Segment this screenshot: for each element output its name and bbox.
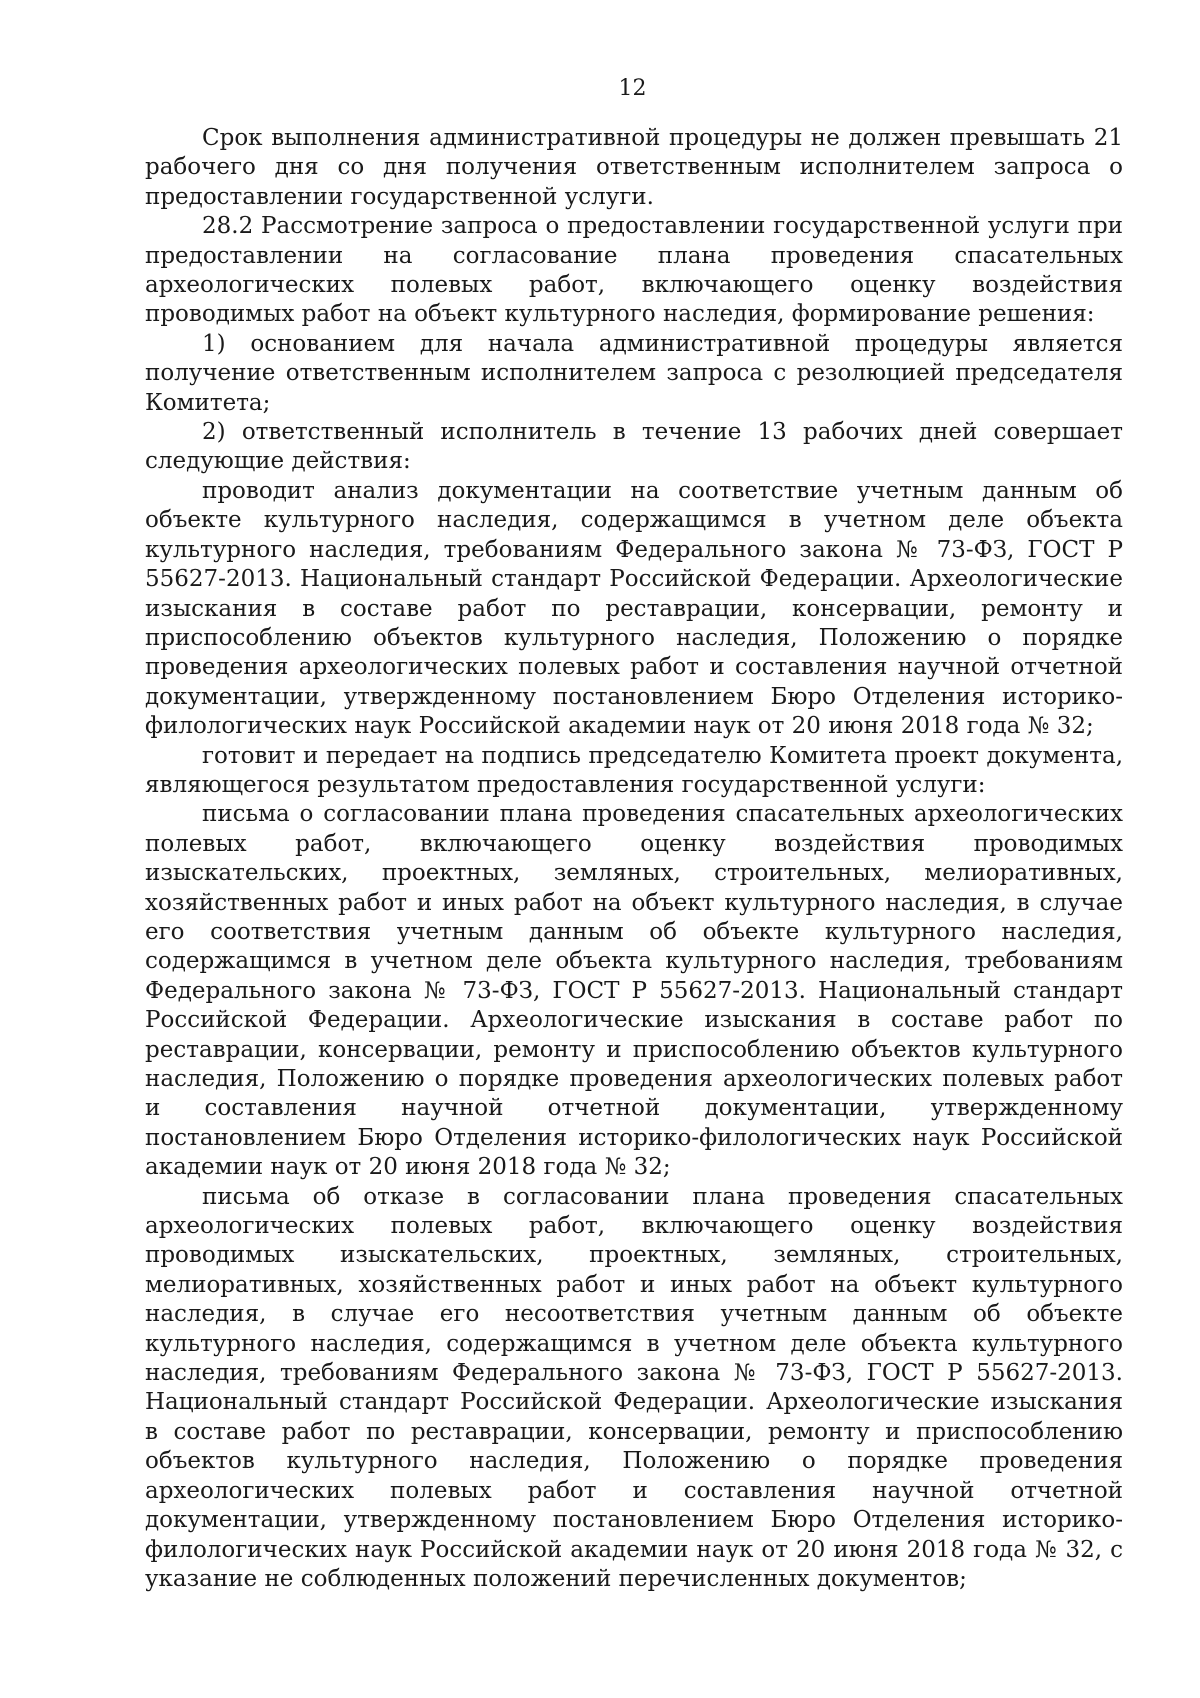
paragraph-item-2: 2) ответственный исполнитель в течение 13 рабочих дней совершает следующие действия:	[145, 419, 1123, 475]
paragraph-28-2-heading: 28.2 Рассмотрение запроса о предоставлении государственной услуги при предоставлении на согласование плана проведения спасательных археологических полевых работ, включающего оценку воздействия проводимых работ на объект культурного наследия, формирование решения:	[145, 213, 1123, 328]
paragraph-approval-letter: письма о согласовании плана проведения спасательных археологических полевых работ, включающего оценку воздействия проводимых изыскательских, проектных, земляных, строительных, мелиоративных, хозяйственных работ и иных работ на объект культурного наследия, в случае его соответствия учетным данным об объекте культурного наследия, содержащимся в учетном деле объекта культурного наследия, требованиям Федерального закона № 73-ФЗ, ГОСТ Р 55627-2013. Национальный стандарт Российской Федерации. Археологические изыскания в составе работ по реставрации, консервации, ремонту и приспособлению объектов культурного наследия, Положению о порядке проведения археологических полевых работ и составления научной отчетной документации, утвержденному постановлением Бюро Отделения историко-филологических наук Российской академии наук от 20 июня 2018 года № 32;	[145, 801, 1123, 1181]
page-number: 12	[618, 76, 647, 101]
paragraph-refusal-letter: письма об отказе в согласовании плана проведения спасательных археологических полевых работ, включающего оценку воздействия проводимых изыскательских, проектных, земляных, строительных, мелиоративных, хозяйственных работ и иных работ на объект культурного наследия, в случае его несоответствия учетным данным об объекте культурного наследия, содержащимся в учетном деле объекта культурного наследия, требованиям Федерального закона № 73-ФЗ, ГОСТ Р 55627-2013. Национальный стандарт Российской Федерации. Археологические изыскания в составе работ по реставрации, консервации, ремонту и приспособлению объектов культурного наследия, Положению о порядке проведения археологических полевых работ и составления научной отчетной документации, утвержденному постановлением Бюро Отделения историко-филологических наук Российской академии наук от 20 июня 2018 года № 32, с указание не соблюденных положений перечисленных документов;	[145, 1183, 1123, 1592]
document-body	[145, 124, 1123, 1594]
paragraph-prepares-draft: готовит и передает на подпись председателю Комитета проект документа, являющегося результатом предоставления государственной услуги:	[145, 742, 1123, 798]
paragraph-item-1: 1) основанием для начала административной процедуры является получение ответственным исполнителем запроса с резолюцией председателя Комитета;	[145, 330, 1123, 416]
paragraph-term-limit: Срок выполнения административной процедуры не должен превышать 21 рабочего дня со дня получения ответственным исполнителем запроса о предоставлении государственной услуги.	[145, 125, 1123, 210]
paragraph-analysis: проводит анализ документации на соответствие учетным данным об объекте культурного наследия, содержащимся в учетном деле объекта культурного наследия, требованиям Федерального закона № 73-ФЗ, ГОСТ Р 55627-2013. Национальный стандарт Российской Федерации. Археологические изыскания в составе работ по реставрации, консервации, ремонту и приспособлению объектов культурного наследия, Положению о порядке проведения археологических полевых работ и составления научной отчетной документации, утвержденному постановлением Бюро Отделения историко-филологических наук Российской академии наук от 20 июня 2018 года № 32;	[145, 477, 1123, 740]
